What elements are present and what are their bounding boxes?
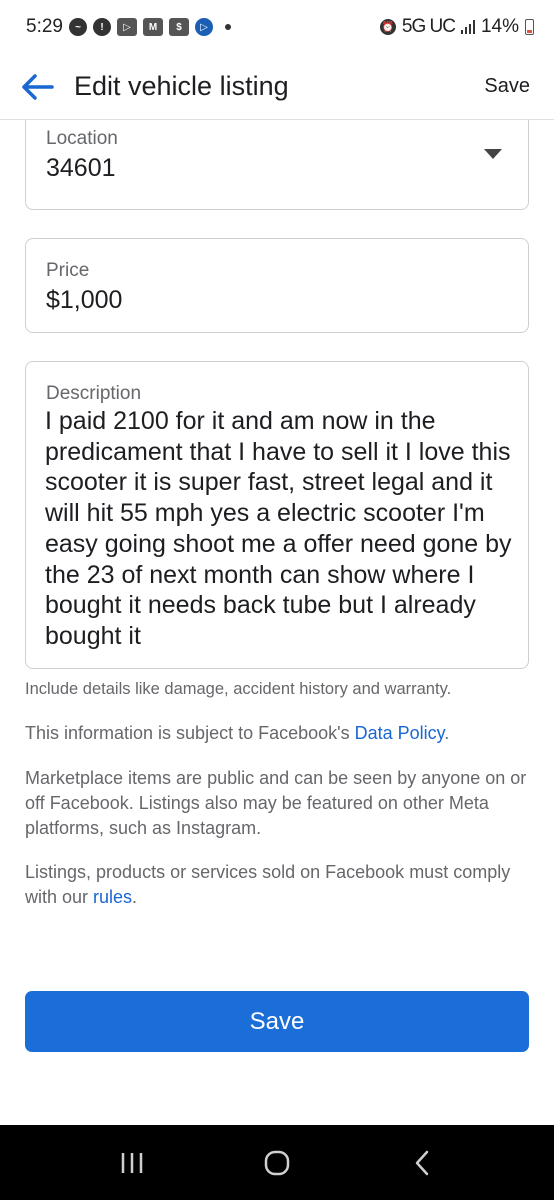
description-label: Description	[46, 383, 142, 404]
battery-percent: 14%	[480, 16, 519, 37]
data-policy-link[interactable]: Data Policy	[354, 723, 445, 743]
description-value: I paid 2100 for it and am now in the predicament that I have to sell it I love this scooter it is super fast, street legal and it will hit 55 mph yes a electric scooter I'm easy going shoot me a offer need gone by the 23 of next month can show where I bought it needs back tube but I already bought it	[45, 407, 512, 650]
price-field[interactable]	[25, 238, 529, 333]
gmail-icon: M	[143, 18, 163, 36]
alert-icon: !	[93, 18, 111, 36]
page-title: Edit vehicle listing	[74, 71, 289, 101]
status-time: 5:29	[26, 16, 63, 37]
recent-apps-icon	[119, 1151, 145, 1175]
save-button[interactable]: Save	[25, 991, 529, 1052]
public-notice: Marketplace items are public and can be seen by anyone on or off Facebook. Listings also may be featured on other Meta platforms, such as Instagram.	[25, 768, 527, 838]
home-icon	[263, 1149, 291, 1177]
rules-suffix: .	[132, 887, 138, 907]
network-type: 5G UC	[401, 16, 455, 37]
price-value: $1,000	[46, 286, 123, 314]
status-bar	[0, 0, 554, 54]
signal-icon	[461, 20, 475, 34]
messenger-icon: ~	[69, 18, 87, 36]
location-value: 34601	[46, 154, 116, 182]
recent-apps-button[interactable]	[102, 1133, 162, 1193]
price-label: Price	[46, 260, 90, 281]
policy-suffix: .	[444, 723, 450, 743]
location-label: Location	[46, 128, 118, 149]
dropdown-caret-icon	[484, 149, 502, 159]
alarm-icon: ⏰	[380, 19, 396, 35]
shield-app-icon: ▷	[195, 18, 213, 36]
system-nav-bar	[0, 1125, 554, 1200]
more-notifications-icon	[225, 24, 231, 30]
policy-prefix: This information is subject to Facebook's	[25, 723, 355, 743]
app-header	[0, 54, 554, 120]
status-left	[26, 16, 231, 38]
back-button[interactable]	[0, 54, 74, 120]
location-select[interactable]	[25, 120, 529, 210]
status-right	[380, 16, 534, 38]
policy-notice	[25, 721, 535, 746]
rules-notice	[25, 860, 535, 910]
home-button[interactable]	[247, 1133, 307, 1193]
battery-icon	[525, 19, 534, 35]
play-store-icon: ▷	[117, 18, 137, 36]
details-hint: Include details like damage, accident history and warranty.	[25, 680, 452, 698]
chevron-left-icon	[412, 1149, 432, 1177]
arrow-left-icon	[20, 73, 54, 101]
rules-prefix: Listings, products or services sold on Facebook must comply with our	[25, 862, 511, 907]
system-back-button[interactable]	[392, 1133, 452, 1193]
description-field[interactable]	[25, 361, 529, 669]
form-content	[0, 120, 554, 1125]
header-save-button[interactable]: Save	[484, 75, 530, 97]
cash-icon: $	[169, 18, 189, 36]
rules-link[interactable]: rules	[93, 887, 133, 907]
